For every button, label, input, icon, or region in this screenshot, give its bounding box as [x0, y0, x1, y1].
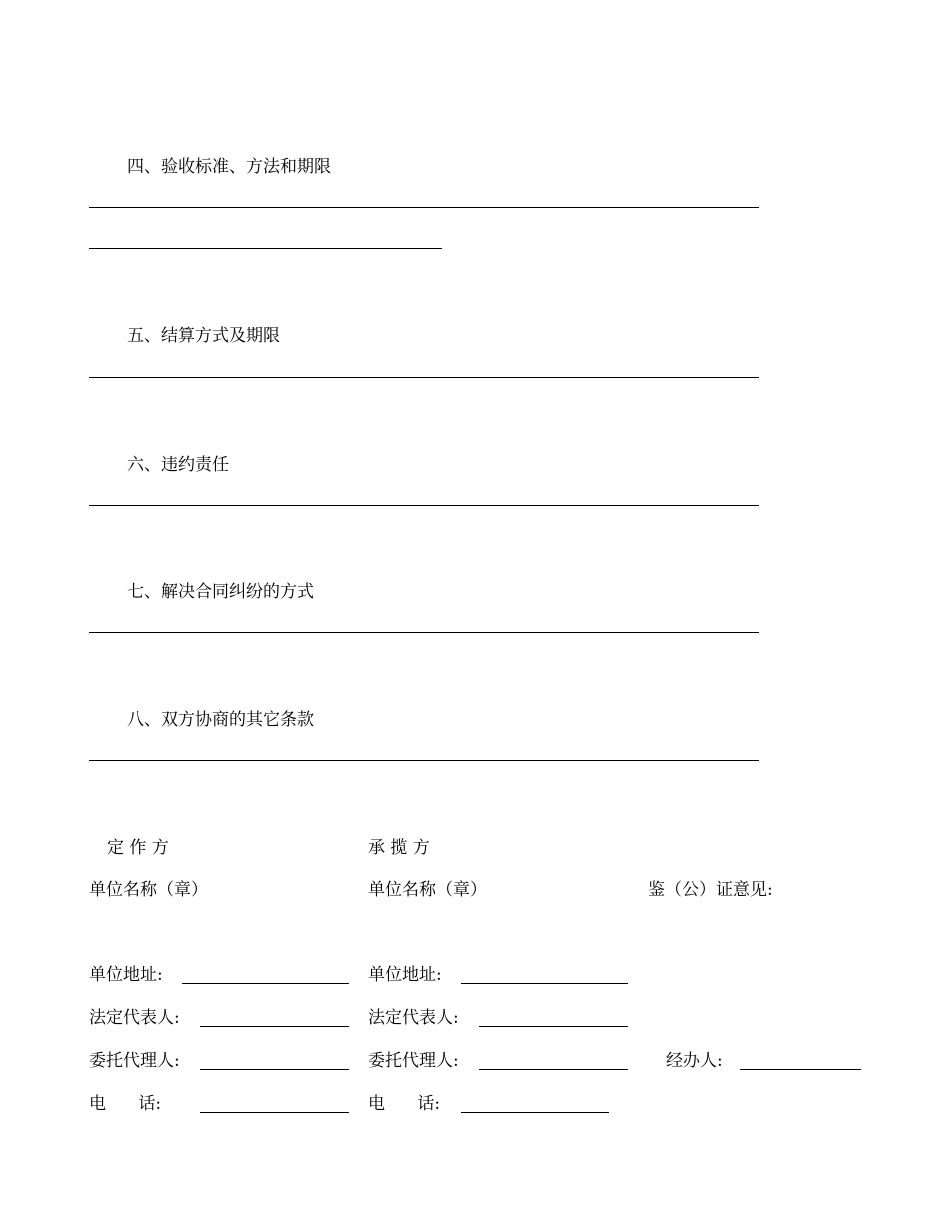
unit-name-a: 单位名称（章）	[89, 880, 208, 900]
fill-line	[89, 632, 759, 633]
section-8-heading: 八、双方协商的其它条款	[127, 710, 314, 730]
phone-a-label: 电 话:	[89, 1094, 162, 1114]
legal-rep-a-label: 法定代表人:	[89, 1008, 180, 1028]
agent-b-label: 委托代理人:	[368, 1051, 459, 1071]
phone-b-label: 电 话:	[368, 1094, 441, 1114]
address-a-label: 单位地址:	[89, 965, 163, 985]
party-a-title: 定 作 方	[107, 838, 169, 858]
unit-name-b: 单位名称（章）	[368, 880, 487, 900]
fill-line	[89, 248, 442, 249]
phone-a-line	[200, 1112, 349, 1113]
agent-a-label: 委托代理人:	[89, 1051, 180, 1071]
legal-rep-b-label: 法定代表人:	[368, 1008, 459, 1028]
section-6-heading: 六、违约责任	[127, 455, 229, 475]
legal-rep-a-line	[200, 1026, 349, 1027]
fill-line	[89, 505, 759, 506]
section-7-heading: 七、解决合同纠纷的方式	[127, 582, 314, 602]
party-b-title: 承 揽 方	[368, 838, 430, 858]
address-b-line	[461, 983, 628, 984]
section-4-heading: 四、验收标准、方法和期限	[127, 157, 331, 177]
section-5-heading: 五、结算方式及期限	[127, 326, 280, 346]
handler-label: 经办人:	[666, 1051, 723, 1071]
fill-line	[89, 207, 759, 208]
handler-line	[740, 1069, 861, 1070]
fill-line	[89, 760, 759, 761]
fill-line	[89, 377, 759, 378]
address-a-line	[182, 983, 349, 984]
address-b-label: 单位地址:	[368, 965, 442, 985]
legal-rep-b-line	[479, 1026, 628, 1027]
agent-b-line	[479, 1069, 628, 1070]
phone-b-line	[461, 1112, 609, 1113]
agent-a-line	[200, 1069, 349, 1070]
notary-opinion: 鉴（公）证意见:	[648, 880, 773, 900]
